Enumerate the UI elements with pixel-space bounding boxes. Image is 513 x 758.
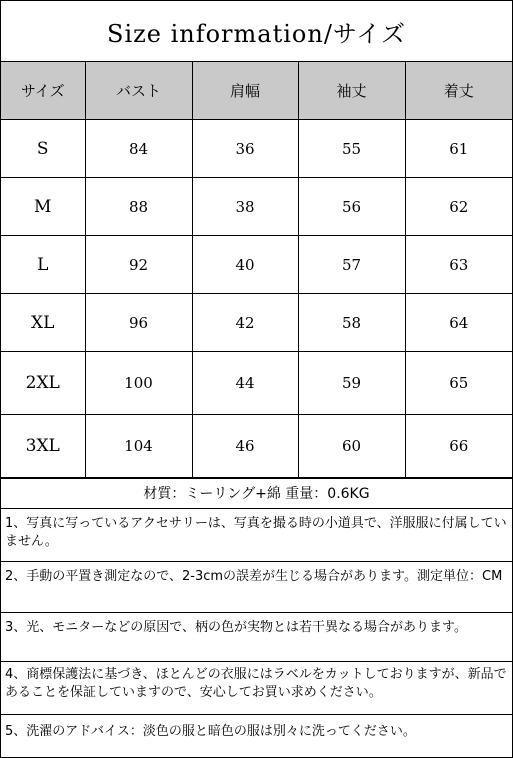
note-label: 4、商標保護法に基づき、ほとんどの衣服にはラベルをカットしておりますが、新品であることを保証していますので、安心してお買い求めください。	[1, 661, 512, 714]
cell-shoulder: 42	[192, 294, 298, 352]
cell-length: 66	[405, 415, 512, 478]
table-row	[1, 294, 512, 352]
cell-shoulder: 40	[192, 236, 298, 294]
cell-length: 63	[405, 236, 512, 294]
material-info: 材質：ミーリング+綿 重量：0.6KG	[1, 478, 512, 508]
cell-size: M	[1, 178, 85, 236]
header-size: サイズ	[1, 62, 85, 120]
cell-length: 64	[405, 294, 512, 352]
cell-sleeve: 55	[298, 120, 405, 178]
cell-bust: 92	[85, 236, 192, 294]
cell-sleeve: 58	[298, 294, 405, 352]
cell-sleeve: 60	[298, 415, 405, 478]
cell-bust: 96	[85, 294, 192, 352]
header-sleeve: 袖丈	[298, 62, 405, 120]
cell-bust: 104	[85, 415, 192, 478]
cell-length: 62	[405, 178, 512, 236]
table-row	[1, 352, 512, 415]
cell-length: 65	[405, 352, 512, 415]
cell-shoulder: 36	[192, 120, 298, 178]
cell-shoulder: 46	[192, 415, 298, 478]
cell-sleeve: 59	[298, 352, 405, 415]
cell-sleeve: 57	[298, 236, 405, 294]
table-row	[1, 236, 512, 294]
table-header-row	[1, 62, 512, 120]
cell-bust: 100	[85, 352, 192, 415]
cell-size: 3XL	[1, 415, 85, 478]
cell-bust: 84	[85, 120, 192, 178]
table-row	[1, 415, 512, 478]
note-washing: 5、洗濯のアドバイス：淡色の服と暗色の服は別々に洗ってください。	[1, 714, 512, 752]
cell-bust: 88	[85, 178, 192, 236]
chart-title: Size information/サイズ	[1, 1, 512, 62]
cell-length: 61	[405, 120, 512, 178]
header-shoulder: 肩幅	[192, 62, 298, 120]
cell-size: L	[1, 236, 85, 294]
note-measurement: 2、手動の平置き測定なので、2-3cmの誤差が生じる場合があります。測定単位：CM	[1, 561, 512, 612]
header-bust: バスト	[85, 62, 192, 120]
cell-size: S	[1, 120, 85, 178]
note-accessories: 1、写真に写っているアクセサリーは、写真を撮る時の小道具で、洋服服に付属していません。	[1, 508, 512, 561]
cell-size: 2XL	[1, 352, 85, 415]
cell-shoulder: 44	[192, 352, 298, 415]
size-table	[1, 62, 512, 478]
table-row	[1, 120, 512, 178]
header-length: 着丈	[405, 62, 512, 120]
note-color: 3、光、モニターなどの原因で、柄の色が実物とは若干異なる場合があります。	[1, 612, 512, 661]
table-row	[1, 178, 512, 236]
cell-size: XL	[1, 294, 85, 352]
cell-shoulder: 38	[192, 178, 298, 236]
cell-sleeve: 56	[298, 178, 405, 236]
